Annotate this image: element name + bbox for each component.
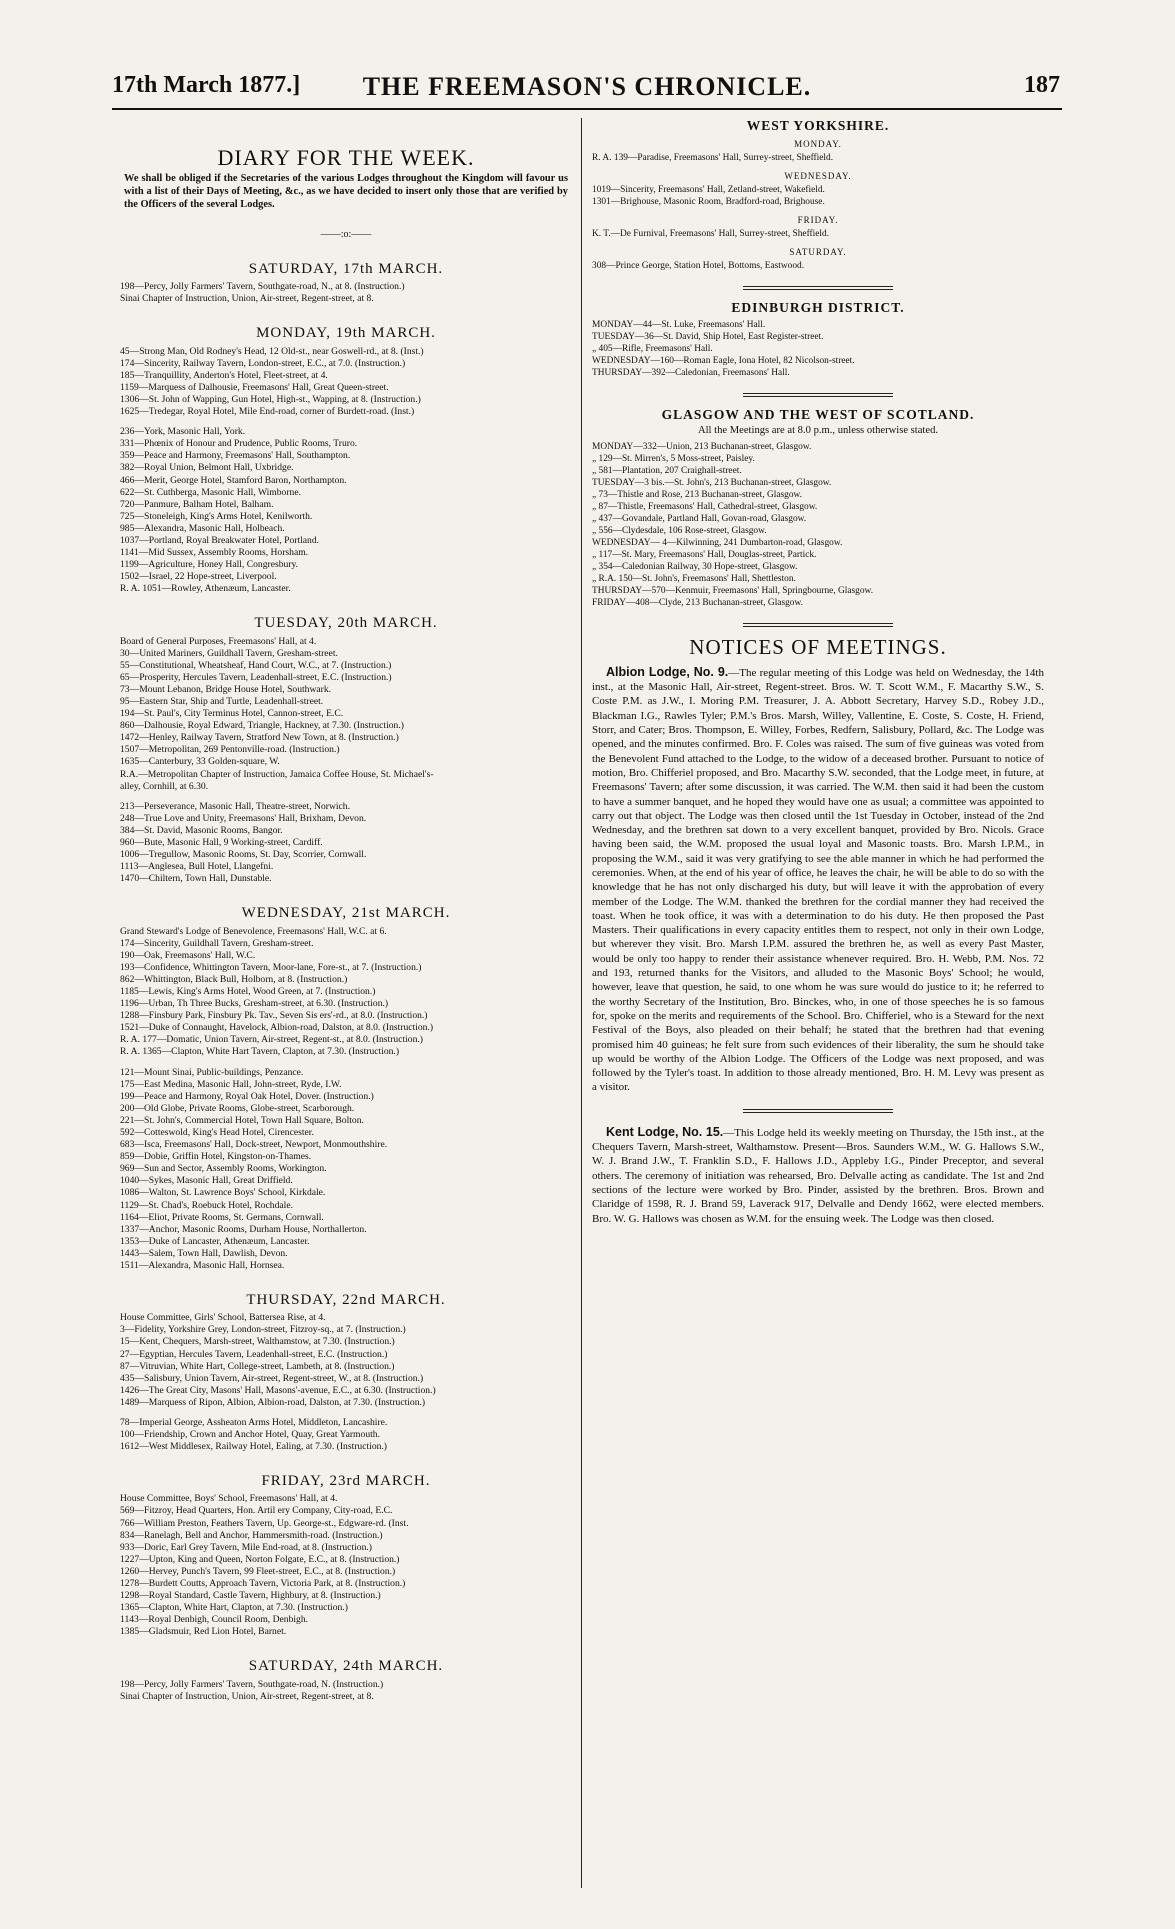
meeting-listing: 1306—St. John of Wapping, Gun Hotel, High-st., Wapping, at 8. (Instruction.) (120, 393, 421, 405)
meeting-listing: 200—Old Globe, Private Rooms, Globe-street, Scarborough. (120, 1102, 355, 1114)
meeting-listing: 65—Prosperity, Hercules Tavern, Leadenhall-street, E.C. (Instruction.) (120, 671, 392, 683)
meeting-listing: TUESDAY—3 bis.—St. John's, 213 Buchanan-street, Glasgow. (592, 477, 832, 488)
meeting-listing: 860—Dalhousie, Royal Edward, Triangle, Hackney, at 7.30. (Instruction.) (120, 720, 404, 732)
kent-lodge-notice (592, 1125, 1044, 1226)
meeting-listing: 121—Mount Sinai, Public-buildings, Penzance. (120, 1066, 304, 1078)
meeting-listing: 87—Vitruvian, White Hart, College-street, Lambeth, at 8. (Instruction.) (120, 1360, 395, 1372)
meeting-listing: „ 437—Govandale, Partland Hall, Govan-road, Glasgow. (592, 513, 807, 524)
meeting-listing: 194—St. Paul's, City Terminus Hotel, Cannon-street, E.C. (120, 708, 344, 720)
west-yorkshire-title: WEST YORKSHIRE. (746, 118, 890, 133)
meeting-listing: „ R.A. 150—St. John's, Freemasons' Hall, Shettleston. (592, 573, 796, 584)
weekday-subheading: FRIDAY. (797, 215, 839, 226)
meeting-listing: 859—Dobie, Griffin Hotel, Kingston-on-Thames. (120, 1151, 312, 1163)
meeting-listing: „ 405—Rifle, Freemasons' Hall. (592, 343, 713, 354)
meeting-listing: 384—St. David, Masonic Rooms, Bangor. (120, 824, 283, 836)
meeting-listing: 1612—West Middlesex, Railway Hotel, Ealing, at 7.30. (Instruction.) (120, 1441, 388, 1453)
meeting-listing: 15—Kent, Chequers, Marsh-street, Walthamstow, at 7.30. (Instruction.) (120, 1336, 395, 1348)
section-rule (743, 1109, 893, 1113)
meeting-listing: „ 73—Thistle and Rose, 213 Buchanan-street, Glasgow. (592, 489, 803, 500)
section-rule (743, 623, 893, 627)
meeting-listing: Sinai Chapter of Instruction, Union, Air-street, Regent-street, at 8. (120, 293, 374, 305)
meeting-listing: 382—Royal Union, Belmont Hall, Uxbridge. (120, 462, 294, 474)
meeting-listing: 435—Salisbury, Union Tavern, Air-street, Regent-street, W., at 8. (Instruction.) (120, 1372, 424, 1384)
meeting-listing: R. A. 139—Paradise, Freemasons' Hall, Surrey-street, Sheffield. (592, 153, 834, 164)
meeting-listing: 198—Percy, Jolly Farmers' Tavern, Southgate-road, N., at 8. (Instruction.) (120, 281, 405, 293)
meeting-listing: FRIDAY—408—Clyde, 213 Buchanan-street, Glasgow. (592, 597, 803, 608)
meeting-listing: 198—Percy, Jolly Farmers' Tavern, Southgate-road, N. (Instruction.) (120, 1678, 384, 1690)
meeting-listing: 78—Imperial George, Assheaton Arms Hotel, Middleton, Lancashire. (120, 1416, 388, 1428)
meeting-listing: TUESDAY—36—St. David, Ship Hotel, East Register-street. (592, 331, 824, 342)
meeting-listing: 55—Constitutional, Wheatsheaf, Hand Court, W.C., at 7. (Instruction.) (120, 659, 392, 671)
meeting-listing: 1521—Duke of Connaught, Havelock, Albion-road, Dalston, at 8.0. (Instruction.) (120, 1022, 434, 1034)
meeting-listing: Board of General Purposes, Freemasons' Hall, at 4. (120, 635, 317, 647)
meeting-listing: 466—Merit, George Hotel, Stamford Baron, Northampton. (120, 474, 347, 486)
meeting-listing: 199—Peace and Harmony, Royal Oak Hotel, Dover. (Instruction.) (120, 1090, 374, 1102)
meeting-listing: 960—Bute, Masonic Hall, 9 Working-street, Cardiff. (120, 837, 323, 849)
publication-title: THE FREEMASON'S CHRONICLE. (362, 72, 812, 101)
meeting-listing: alley, Cornhill, at 6.30. (120, 780, 209, 792)
meeting-listing: R.A.—Metropolitan Chapter of Instruction, Jamaica Coffee House, St. Michael's- (120, 768, 434, 780)
meeting-listing: 622—St. Cuthberga, Masonic Hall, Wimborne. (120, 486, 301, 498)
meeting-listing: 1298—Royal Standard, Castle Tavern, Highbury, at 8. (Instruction.) (120, 1590, 381, 1602)
meeting-listing: 221—St. John's, Commercial Hotel, Town Hall Square, Bolton. (120, 1114, 364, 1126)
meeting-listing: 331—Phœnix of Honour and Prudence, Public Rooms, Truro. (120, 438, 358, 450)
meeting-listing: 1164—Eliot, Private Rooms, St. Germans, Cornwall. (120, 1211, 324, 1223)
meeting-listing: 185—Tranquillity, Anderton's Hotel, Fleet-street, at 4. (120, 369, 328, 381)
meeting-listing: R. A. 1365—Clapton, White Hart Tavern, Clapton, at 7.30. (Instruction.) (120, 1046, 400, 1058)
west-yorkshire-listings (592, 138, 1044, 272)
issue-date: 17th March 1877.] (112, 72, 301, 98)
meeting-listing: 1159—Marquess of Dalhousie, Freemasons' Hall, Great Queen-street. (120, 381, 389, 393)
meeting-listing: 1470—Chiltern, Town Hall, Dunstable. (120, 873, 272, 885)
meeting-listing: 725—Stoneleigh, King's Arms Hotel, Kenilworth. (120, 510, 313, 522)
day-heading: TUESDAY, 20th MARCH. (254, 615, 438, 632)
diary-intro: We shall be obliged if the Secretaries of the various Lodges throughout the Kingdom will favour us with a list of their Days of Meeting, &c., as we have decided to insert only those that are verified by the Officers of the several Lodges. (124, 173, 568, 211)
meeting-listing: K. T.—De Furnival, Freemasons' Hall, Surrey-street, Sheffield. (592, 229, 830, 240)
meeting-listing: 1301—Brighouse, Masonic Room, Bradford-road, Brighouse. (592, 197, 825, 208)
meeting-listing: 720—Panmure, Balham Hotel, Balham. (120, 498, 274, 510)
meeting-listing: 862—Whittington, Black Bull, Holborn, at 8. (Instruction.) (120, 973, 348, 985)
section-rule (743, 286, 893, 290)
section-rule (743, 393, 893, 397)
meeting-listing: 1472—Henley, Railway Tavern, Stratford New Town, at 8. (Instruction.) (120, 732, 399, 744)
meeting-listing: „ 581—Plantation, 207 Craighall-street. (592, 465, 742, 476)
day-heading: SATURDAY, 24th MARCH. (248, 1658, 444, 1675)
meeting-listing: 1365—Clapton, White Hart, Clapton, at 7.30. (Instruction.) (120, 1602, 348, 1614)
meeting-listing: 1507—Metropolitan, 269 Pentonville-road. (Instruction.) (120, 744, 340, 756)
day-heading: FRIDAY, 23rd MARCH. (261, 1473, 431, 1490)
meeting-listing: R. A. 177—Domatic, Union Tavern, Air-street, Regent-st., at 8.0. (Instruction.) (120, 1034, 423, 1046)
day-heading: THURSDAY, 22nd MARCH. (246, 1292, 446, 1309)
meeting-listing: MONDAY—44—St. Luke, Freemasons' Hall. (592, 319, 766, 330)
meeting-listing: 3—Fidelity, Yorkshire Grey, London-street, Fitzroy-sq., at 7. (Instruction.) (120, 1324, 406, 1336)
column-divider (581, 118, 582, 1888)
meeting-listing: 1113—Anglesea, Bull Hotel, Llangefni. (120, 861, 274, 873)
meeting-listing: „ 354—Caledonian Railway, 30 Hope-street, Glasgow. (592, 561, 798, 572)
page-number: 187 (1024, 72, 1060, 98)
meeting-listing: 1489—Marquess of Ripon, Albion, Albion-road, Dalston, at 7.30. (Instruction.) (120, 1396, 426, 1408)
meeting-listing: 683—Isca, Freemasons' Hall, Dock-street, Newport, Monmouthshire. (120, 1139, 388, 1151)
listing-gap (120, 793, 572, 801)
meeting-listing: 45—Strong Man, Old Rodney's Head, 12 Old-st., near Goswell-rd., at 8. (Inst.) (120, 345, 424, 357)
listing-gap (120, 1059, 572, 1067)
meeting-listing: R. A. 1051—Rowley, Athenæum, Lancaster. (120, 583, 291, 595)
meeting-listing: 95—Eastern Star, Ship and Turtle, Leadenhall-street. (120, 696, 324, 707)
meeting-listing: 1040—Sykes, Masonic Hall, Great Driffield. (120, 1175, 293, 1187)
meeting-listing: 73—Mount Lebanon, Bridge House Hotel, Southwark. (120, 683, 332, 695)
edinburgh-title: EDINBURGH DISTRICT. (731, 300, 905, 316)
notices-title: NOTICES OF MEETINGS. (689, 634, 947, 659)
right-column (592, 120, 1044, 1226)
meeting-listing: 766—William Preston, Feathers Tavern, Up. George-st., Edgware-rd. (Inst. (120, 1517, 409, 1529)
meeting-listing: 1086—Walton, St. Lawrence Boys' School, Kirkdale. (120, 1187, 326, 1199)
meeting-listing: 1143—Royal Denbigh, Council Room, Denbigh. (120, 1614, 309, 1626)
diary-column (120, 120, 572, 1703)
meeting-listing: 1037—Portland, Royal Breakwater Hotel, Portland. (120, 534, 320, 546)
meeting-listing: 1511—Alexandra, Masonic Hall, Hornsea. (120, 1260, 285, 1272)
meeting-listing: Grand Steward's Lodge of Benevolence, Freemasons' Hall, W.C. at 6. (120, 925, 387, 937)
edinburgh-listings (592, 319, 1044, 379)
meeting-listing: 213—Perseverance, Masonic Hall, Theatre-street, Norwich. (120, 800, 350, 812)
meeting-listing: House Committee, Boys' School, Freemasons' Hall, at 4. (120, 1493, 338, 1505)
weekday-subheading: WEDNESDAY. (784, 171, 852, 182)
meeting-listing: „ 87—Thistle, Freemasons' Hall, Cathedral-street, Glasgow. (592, 501, 818, 512)
diary-days (120, 263, 572, 1703)
meeting-listing: 1227—Upton, King and Queen, Norton Folgate, E.C., at 8. (Instruction.) (120, 1553, 400, 1565)
meeting-listing: 1353—Duke of Lancaster, Athenæum, Lancaster. (120, 1235, 310, 1247)
meeting-listing: WEDNESDAY—160—Roman Eagle, Iona Hotel, 82 Nicolson-street. (592, 355, 855, 366)
meeting-listing: 1337—Anchor, Masonic Rooms, Durham House, Northallerton. (120, 1223, 367, 1235)
meeting-listing: „ 556—Clydesdale, 106 Rose-street, Glasgow. (592, 525, 767, 536)
meeting-listing: 1625—Tredegar, Royal Hotel, Mile End-road, corner of Burdett-road. (Inst.) (120, 406, 415, 418)
weekday-subheading: SATURDAY. (789, 247, 847, 258)
meeting-listing: 1006—Tregullow, Masonic Rooms, St. Day, Scorrier, Cornwall. (120, 849, 367, 861)
meeting-listing: 1199—Agriculture, Honey Hall, Congresbury. (120, 559, 299, 571)
diary-title: DIARY FOR THE WEEK. (217, 145, 475, 170)
meeting-listing: 193—Confidence, Whittington Tavern, Moor-lane, Fore-st., at 7. (Instruction.) (120, 961, 422, 973)
meeting-listing: 30—United Mariners, Guildhall Tavern, Gresham-street. (120, 647, 338, 659)
meeting-listing: 27—Egyptian, Hercules Tavern, Leadenhall-street, E.C. (Instruction.) (120, 1348, 388, 1360)
meeting-listing: 308—Prince George, Station Hotel, Bottoms, Eastwood. (592, 261, 805, 272)
meeting-listing: Sinai Chapter of Instruction, Union, Air-street, Regent-street, at 8. (120, 1690, 374, 1702)
meeting-listing: 248—True Love and Unity, Freemasons' Hall, Brixham, Devon. (120, 812, 367, 824)
meeting-listing: 592—Cotteswold, King's Head Hotel, Cirencester. (120, 1127, 314, 1138)
separator: ——:o:—— (320, 229, 372, 241)
glasgow-title: GLASGOW AND THE WEST OF SCOTLAND. (661, 406, 975, 422)
glasgow-listings (592, 441, 1044, 609)
day-heading: SATURDAY, 17th MARCH. (248, 261, 444, 278)
meeting-listing: 969—Sun and Sector, Assembly Rooms, Workington. (120, 1163, 327, 1175)
day-heading: MONDAY, 19th MARCH. (256, 325, 436, 342)
meeting-listing: 1443—Salem, Town Hall, Dawlish, Devon. (120, 1247, 288, 1259)
albion-lodge-text: —The regular meeting of this Lodge was held on Wednesday, the 14th inst., at the Masonic Hall, Air-street, Regent-street. Bros. W. T. Scott W.M., F. Macarthy S.W., S. Coste P.M. as J.W., I. Moring P.M. Treasurer, J. A. Abbott Secretary, Harvey S.D., Robey J.D., Blackman I.G., Rawles Tyler; P.M.'s Bros. Marsh, Willey, Vallentine, E. Coste, S. Coste, H. Friend, Storr, and Cater; Bros. Thompson, E. Willey, Forbes, Redfern, Salisbury, Pollard, &c. The Lodge was opened, and the minutes confirmed. Bro. F. Coles was raised. The sum of five guineas was voted from the Benevolent Fund attached to the Lodge, to the widow of a deceased brother. Pursuant to notice of motion, Bro. Chifferiel proposed, and Bro. Macarthy S.W. seconded, that the Lodge meet, in future, at Freemasons' Tavern; after some discussion, it was carried. The W.M. then said it had been the custom to have a summer banquet, and he hoped they would have one as usual; a committee was appointed to carry out that object. The Lodge was then closed until the 1st Tuesday in October, instead of the 2nd Wednesday, and the brethren sat down to a very excellent banquet, provided by Bro. Nicols. Grace having been said, the W.M. proposed the usual loyal and Masonic toasts. Bro. Marsh I.P.M., in proposing the W.M., said it was very gratifying to see the able manner in which he had performed the ceremonies. When, at the end of his year of office, he leaves the chair, he will be able to do so with the knowledge that he has not only discharged his duty, but will leave it with the approbation of every member of the Lodge. The W.M. thanked the brethren for the cordial manner they had received the toast. When he took office, it was with a determination to do his duty. He then proposed the Past Masters. Their qualifications in every capacity entitles them to respect, not only in their own Lodge, but wherever they visit. Bro. Marsh I.P.M. assured the brethren he, as well as every Past Master, would be only too happy to render their assistance whenever required. Bro. H. Webb, P.M. Nos. 72 and 193, returned thanks for the Visitors, and alluded to the Masonic Boys' School; he would, however, leave that question, he said, to one whom he was sure would do justice to it; he referred to the worthy Secretary of the Institution, Bro. Binckes, who, in one of those speeches he is so famous for, spoke on the merits and requirements of the School. Bro. Chifferiel, who is a Steward for the next Festival of the Boys, also pleaded on their behalf; he stated that the brethren had that evening promised him 40 guineas; he felt sure from such evidences of their liberality, the sum he should take up would be worthy of the Albion Lodge. The Officers of the Lodge was next proposed, and was followed by the Tyler's toast. In addition to those already mentioned, Bro. H. M. Levy was present as a visitor. (592, 666, 1044, 1094)
meeting-listing: „ 129—St. Mirren's, 5 Moss-street, Paisley. (592, 453, 755, 464)
listing-gap (120, 1409, 572, 1417)
meeting-listing: THURSDAY—392—Caledonian, Freemasons' Hall. (592, 367, 790, 378)
meeting-listing: THURSDAY—570—Kenmuir, Freemasons' Hall, Springbourne, Glasgow. (592, 585, 874, 596)
kent-lodge-text: —This Lodge held its weekly meeting on Thursday, the 15th inst., at the Chequers Tavern, Marsh-street, Walthamstow. Present—Bros. Saunders W.M., W. G. Hallows S.W., W. J. Brand J.W., T. Franklin S.D., F. Hallows J.D., Appleby I.G., Pinder Preceptor, and several others. The ceremony of initiation was rehearsed, Bro. Delvalle acting as candidate. The 1st and 2nd sections of the lecture were worked by Bro. Pinder, assisted by the brethren. Bros. Brown and Claridge of 1598, R. J. Brand 59, Laverack 917, Delvalle and Dendy 1662, were elected members. Bro. W. G. Hallows was chosen as W.M. for the ensuing week. The Lodge was then closed. (592, 1126, 1044, 1225)
meeting-listing: 174—Sincerity, Railway Tavern, London-street, E.C., at 7.0. (Instruction.) (120, 357, 406, 369)
meeting-listing: 1426—The Great City, Masons' Hall, Masons'-avenue, E.C., at 6.30. (Instruction.) (120, 1384, 436, 1396)
meeting-listing: MONDAY—332—Union, 213 Buchanan-street, Glasgow. (592, 441, 812, 452)
weekday-subheading: MONDAY. (794, 139, 842, 150)
meeting-listing: 190—Oak, Freemasons' Hall, W.C. (120, 949, 256, 961)
meeting-listing: 1141—Mid Sussex, Assembly Rooms, Horsham. (120, 547, 309, 559)
meeting-listing: „ 117—St. Mary, Freemasons' Hall, Douglas-street, Partick. (592, 549, 817, 560)
meeting-listing: 1129—St. Chad's, Roebuck Hotel, Rochdale. (120, 1199, 293, 1211)
meeting-listing: WEDNESDAY— 4—Kilwinning, 241 Dumbarton-road, Glasgow. (592, 537, 843, 548)
meeting-listing: 933—Doric, Earl Grey Tavern, Mile End-road, at 8. (Instruction.) (120, 1541, 372, 1553)
glasgow-subtitle: All the Meetings are at 8.0 p.m., unless otherwise stated. (697, 424, 939, 436)
meeting-listing: 985—Alexandra, Masonic Hall, Holbeach. (120, 522, 285, 534)
meeting-listing: 1196—Urban, Th Three Bucks, Gresham-street, at 6.30. (Instruction.) (120, 998, 389, 1010)
meeting-listing: 100—Friendship, Crown and Anchor Hotel, Quay, Great Yarmouth. (120, 1429, 380, 1441)
meeting-listing: House Committee, Girls' School, Battersea Rise, at 4. (120, 1312, 326, 1324)
meeting-listing: 569—Fitzroy, Head Quarters, Hon. Artil ery Company, City-road, E.C. (120, 1505, 393, 1517)
meeting-listing: 175—East Medina, Masonic Hall, John-street, Ryde, I.W. (120, 1078, 342, 1090)
albion-lodge-heading: Albion Lodge, No. 9. (606, 664, 729, 679)
meeting-listing: 174—Sincerity, Guildhall Tavern, Gresham-street. (120, 937, 314, 949)
kent-lodge-heading: Kent Lodge, No. 15. (606, 1124, 724, 1139)
meeting-listing: 834—Ranelagh, Bell and Anchor, Hammersmith-road. (Instruction.) (120, 1529, 383, 1541)
meeting-listing: 1288—Finsbury Park, Finsbury Pk. Tav., Seven Sis ers'-rd., at 8.0. (Instruction.) (120, 1010, 428, 1022)
day-heading: WEDNESDAY, 21st MARCH. (241, 905, 451, 922)
albion-lodge-notice (592, 665, 1044, 1095)
meeting-listing: 359—Peace and Harmony, Freemasons' Hall, Southampton. (120, 450, 351, 462)
meeting-listing: 1278—Burdett Coutts, Approach Tavern, Victoria Park, at 8. (Instruction.) (120, 1578, 406, 1589)
meeting-listing: 1502—Israel, 22 Hope-street, Liverpool. (120, 571, 277, 583)
masthead (112, 68, 1062, 110)
meeting-listing: 1185—Lewis, King's Arms Hotel, Wood Green, at 7. (Instruction.) (120, 985, 376, 997)
meeting-listing: 1635—Canterbury, 33 Golden-square, W. (120, 756, 280, 768)
meeting-listing: 1385—Gladsmuir, Red Lion Hotel, Barnet. (120, 1626, 287, 1638)
meeting-listing: 1019—Sincerity, Freemasons' Hall, Zetland-street, Wakefield. (592, 185, 825, 196)
meeting-listing: 1260—Hervey, Punch's Tavern, 99 Fleet-street, E.C., at 8. (Instruction.) (120, 1565, 396, 1577)
listing-gap (120, 418, 572, 426)
meeting-listing: 236—York, Masonic Hall, York. (120, 426, 246, 438)
